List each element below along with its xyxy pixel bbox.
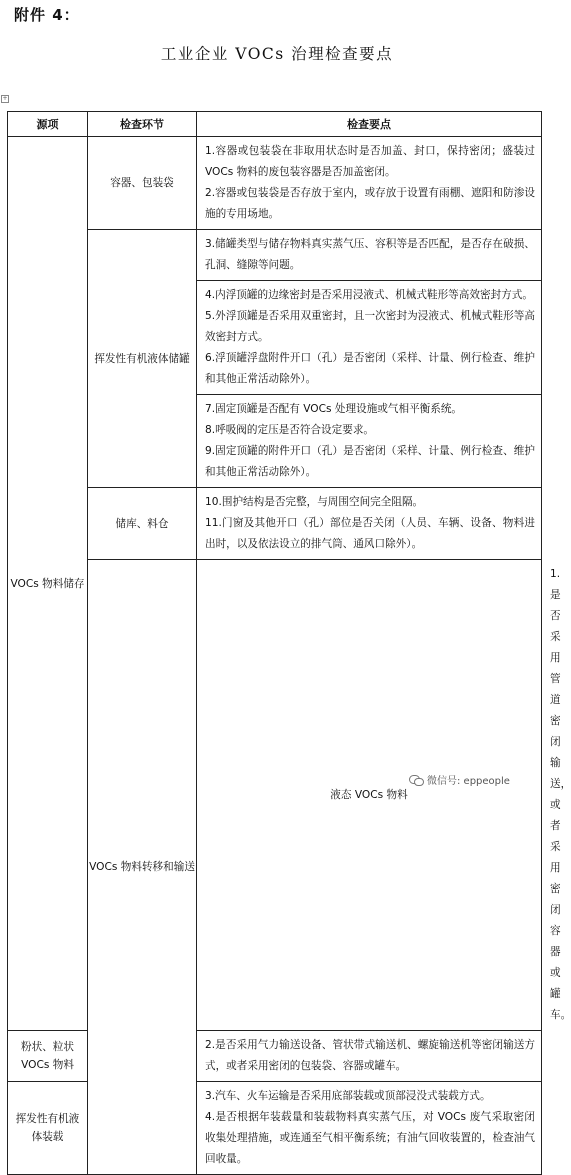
points-cell — [197, 1031, 542, 1082]
points-cell — [197, 1082, 542, 1175]
table-row — [8, 488, 542, 560]
check-point: 4.是否根据年装载量和装载物料真实蒸气压，对 VOCs 废气采取密闭收集处理措施，或连通至气相平衡系统；有油气回收装置的，检查油气回收量。 — [205, 1111, 535, 1165]
col-header-points: 检查要点 — [197, 112, 542, 137]
section-cell: 粉状、粒状 VOCs 物料 — [8, 1031, 88, 1082]
check-point: 6.浮顶罐浮盘附件开口（孔）是否密闭（采样、计量、例行检查、维护和其他正常活动除外）。 — [205, 352, 535, 385]
check-point: 8.呼吸阀的定压是否符合设定要求。 — [205, 424, 375, 436]
section-cell: 液态 VOCs 物料 — [197, 560, 542, 1031]
wechat-icon — [409, 774, 423, 786]
check-point: 5.外浮顶罐是否采用双重密封，且一次密封为浸液式、机械式鞋形等高效密封方式。 — [205, 310, 535, 343]
points-cell — [197, 488, 542, 560]
table-header-row — [8, 112, 542, 137]
check-point: 2.是否采用气力输送设备、管状带式输送机、螺旋输送机等密闭输送方式，或者采用密闭的包装袋、容器或罐车。 — [205, 1039, 535, 1072]
check-point: 3.储罐类型与储存物料真实蒸气压、容积等是否匹配，是否存在破损、孔洞、缝隙等问题。 — [205, 238, 535, 271]
col-header-section: 检查环节 — [88, 112, 197, 137]
points-cell — [197, 395, 542, 488]
points-cell — [197, 281, 542, 395]
check-point: 10.围护结构是否完整，与周围空间完全阻隔。 — [205, 496, 424, 508]
points-cell — [197, 137, 542, 230]
check-point: 1.容器或包装袋在非取用状态时是否加盖、封口，保持密闭；盛装过 VOCs 物料的废包装容器是否加盖密闭。 — [205, 145, 535, 178]
check-point: 2.容器或包装袋是否存放于室内，或存放于设置有雨棚、遮阳和防渗设施的专用场地。 — [205, 187, 535, 220]
document-title: 工业企业 VOCs 治理检查要点 — [160, 45, 394, 63]
annex-label: 附件 4： — [14, 6, 80, 24]
check-point: 3.汽车、火车运输是否采用底部装载或顶部浸没式装载方式。 — [205, 1090, 491, 1102]
source-cell: VOCs 物料转移和输送 — [88, 560, 197, 1175]
section-cell: 容器、包装袋 — [88, 137, 197, 230]
check-point: 9.固定顶罐的附件开口（孔）是否密闭（采样、计量、例行检查、维护和其他正常活动除外）。 — [205, 445, 535, 478]
table-row — [8, 230, 542, 281]
watermark-text: 微信号: eppeople — [427, 776, 510, 787]
points-cell — [197, 230, 542, 281]
table-row: VOCs 物料转移和输送 液态 VOCs 物料 1.是否采用管道密闭输送，或者采用密闭容器或罐车。 — [8, 560, 542, 1031]
section-cell: 挥发性有机液体储罐 — [88, 230, 197, 488]
inspection-table — [7, 111, 571, 1175]
check-point: 7.固定顶罐是否配有 VOCs 处理设施或气相平衡系统。 — [205, 403, 463, 415]
table-anchor-icon[interactable]: + — [2, 95, 8, 102]
source-cell: VOCs 物料储存 — [8, 137, 88, 1031]
section-cell: 储库、料仓 — [88, 488, 197, 560]
col-header-source: 源项 — [8, 112, 88, 137]
table-row — [8, 137, 542, 230]
wechat-watermark — [409, 772, 510, 787]
check-point: 11.门窗及其他开口（孔）部位是否关闭（人员、车辆、设备、物料进出时，以及依法设立的排气筒、通风口除外）。 — [205, 517, 535, 550]
section-cell: 挥发性有机液体装载 — [8, 1082, 88, 1175]
check-point: 4.内浮顶罐的边缘密封是否采用浸液式、机械式鞋形等高效密封方式。 — [205, 289, 533, 301]
